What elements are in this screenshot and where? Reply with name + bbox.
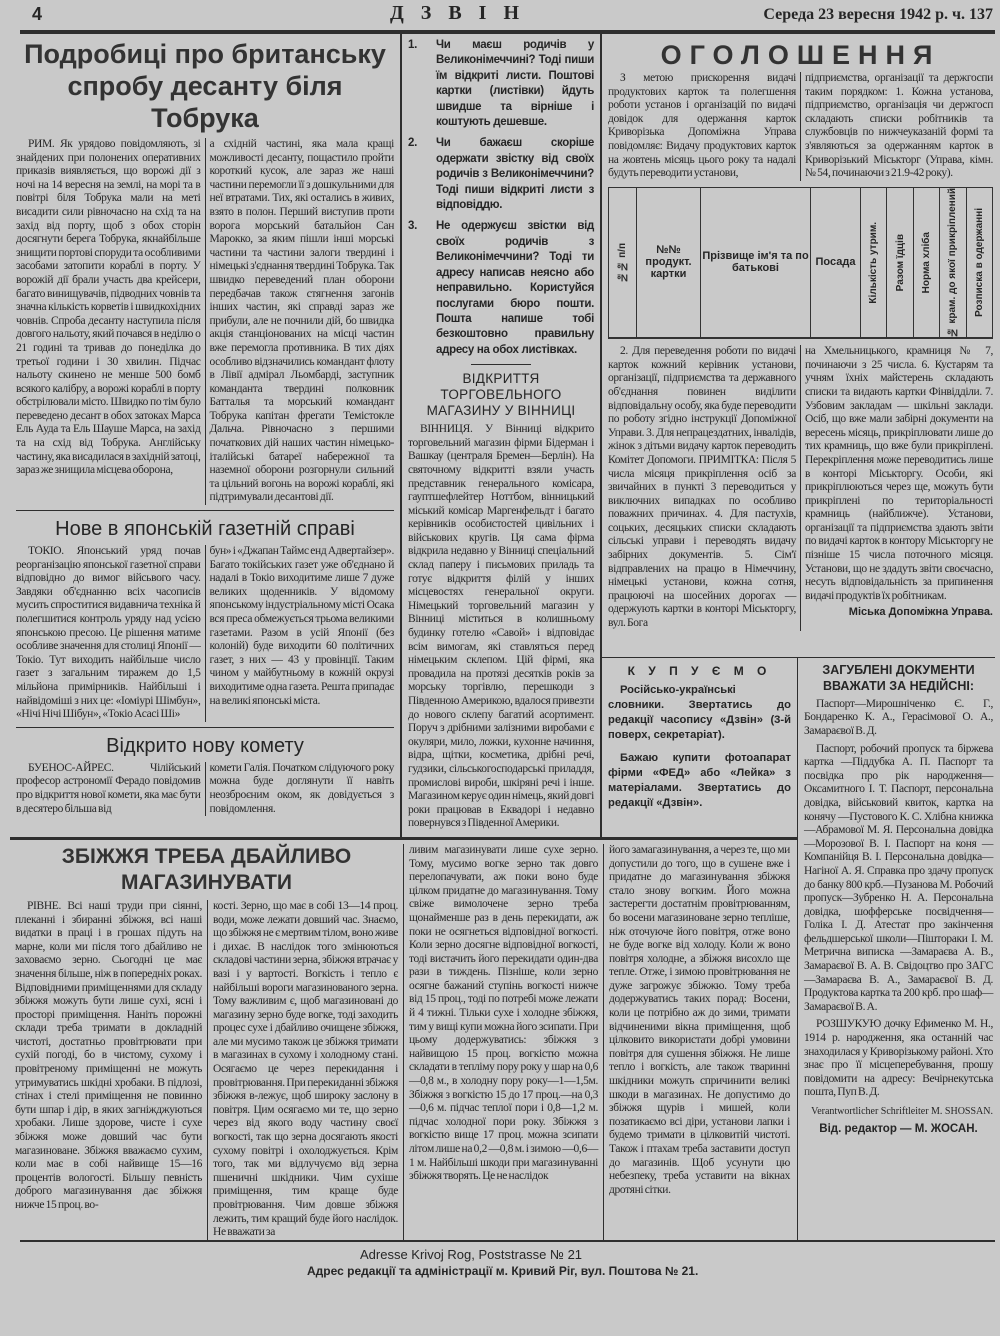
buying-ads [602,657,798,837]
announcement-col1: З метою прискорення видачі продуктових карток та полегшення роботи установ і організацій по видачі довідок для одержання карток Криворізька Допоміжна Управа повідомляє: Видачу продуктових карток на жовтень місяць цього року та надалі будуть переводити установи, [608,72,801,181]
grain-col4: його замагазинування, а через те, що ми допустили до того, що в сушене вже і придатне до магазинування збіжжя стало знову вогким. Його можна застерегти достатнім провітрюванням, бо восени магазиноване зерно тепліше, ніж оточуюче його повітря, отже воно не буде вогке від холоду. Коли ж воно повітря холодне, а збіжжя висохло ще тепле. Отже, і зимою провітрювання не дуже загрожує збіжжю. Тому треба додержуватись таких порад: Восени, коли це потрібно аж до зими, тримати відчиненими вікна приміщення, щоб цілковито використати добрі умовини повітря для сушення збіжжя. Не лише тепло і вогкість, але також тваринні шкідники можуть спричинити великі шкоди в магазинах. Не допустимо до збіжжя щурів і мишей, коли позатикаємо всі діри, установи лапки і будемо тримати в цілковитій чистоті. Також і птахам треба заставити доступ до магазинів. Щоб усунути цю небезпеку, треба уставити на вікнах дротяні сітки. [609,843,790,1196]
buying-ad-camera: Бажаю купити фотоапарат фірми «ФЕД» або «Лейка» з матеріалами. Звертатись до редакції «Дзвін». [608,751,791,809]
grain-article [10,837,798,1240]
japan-col2: бун» і «Джапан Таймс енд Адвертайзер». Багато токійських газет уже об'єднано й надалі в Токіо виходитиме лише 7 дуже великих щоденників. У відомому японському індустріальному місті Осака вся преса обмежується трьома великими газетами. Разом в усій Японії (без колоній) буде виходити 60 політичних газет, з них — 43 у провінції. Таким чином у майбутньому в кожній окрузі виходитиме одна газета. Решта припадає на великі японські міста. [209,545,394,707]
announcement-signature: Міська Допоміжна Управа. [848,606,993,619]
divider [471,364,531,365]
grain-col3: ливим магазинувати лише сухе зерно. Тому, мусимо вогке зерно так довго перелопачувати, аж поки воно буде цілком придатне до магазинування. Тому свіже вимолочене зерно треба щонайменше раз в день перекидати, аж поки не осягнеться відповідної вогкості. Коли зерно досягне відповідної вогкості, тоді вистачить його перекидати один-два рази в тиждень. Пізніше, коли зерно осягне бажаний ступінь вогкості нижче від 15 проц., тоді по потребі може лежати й 4 тижні. Тільки сухе і холодне збіжжя, тим у вищі купи можна його зсипати. При цьому додержуватись: збіжжя з найвищою 15 проц. вогкістю можна складати в тепліму пору року у шар на 0,6—0,8 м., в холодну пору року—1—1,5м. Збіжжя з вогкістю 15 до 17 проц.—на 0,3—0,6 м. підчас теплої пори і 0,8—1,2 м. підчас холодної пори року. Збіжжя з вогкістю вище 17 проц. можна зсипати літом лише на 0,2 —0,8 м. і зимою —0,6—1 м. Найбільші шкоди при магазинуванні збіжжя творять. Це не наслідок [404,844,604,1240]
tobruk-col1: РИМ. Як урядово повідомляють, зі знайдених при полонених оперативних приказів виявляється, що ворожі дії з ночі на 14 вересня на землі, на морі та в повітрі біля Тобрука мали на меті висадити сили рівночасно на схід та на захід від порту, щоб з обох сторін досягнути берега Тобрука, якнайбільше знищити портові споруди та особливими засобами затопити кораблі в порту. У ворожій дії брали участь два крейсери, багато винищувачів, підводних човнів та значна кількість корветів і швидкохідних човнів. Спроба десанту наступила після довгого нальоту, який почався в неділю о 21 годині та тривав до понеділка до третьої години і 30 хвилин. Підчас нальоту скинено не менше 500 бомб всякого калібру, а ворожі кораблі в порту обстрілювали місто. Швидко по тім було переведено десант в обох затоках Марса Ель Ауда та Ель Шауше Марса, на захід та на схід від Тобрука. Англійську частину, яка висадилася в західній затоці, зараз же знищила місцева оборона, [16,138,206,505]
comet-col2: комети Галія. Початком слідуючого року можна буде доглянути її навіть неозброєним оком, як довідується з повідомлення. [209,761,394,815]
mail-notice-list [408,38,594,358]
comet-col1: БУЕНОС-АЙРЕС. Чілійський професор астрономії Ферадо повідомив про відкриття нової комети, яка має бути в десятеро більша від [16,762,206,816]
vinnytsia-headline: ВІДКРИТТЯ ТОРГОВЕЛЬНОГО МАГАЗИНУ У ВІННИЦІ [426,371,576,419]
divider [16,727,394,728]
grain-col2: кості. Зерно, що має в собі 13—14 проц. води, може лежати довший час. Знаємо, що збіжжя не є мертвим тілом, воно живе і дихає. В наслідок того змінюються складові частини зерна, збіжжя втрачає у вазі і у вартості. Вогкість і тепло є найбільші вороги магазинованого зерна. Тому важливим є, щоб магазиновані до магазину зерно буде вогке, тоді заходить процес сухе і дбайливо очищене збіжжя, але ми мусимо також це збіжжя тримати в магазинах в сухому і холодному стані. Осягаємо це через перекидання і провітрювання. При перекиданні збіжжя збіжжя в-лежує, щоб широку заслону в повітря. Цим осягаємо ми те, що зерно через від якого воду частину своєї вогкості, так що зерна досягають якості сухому повітрі і охолоджується. Крім того, так ми відлучуємо від зерна пшеничні шкідники. Чим сухіше приміщення, тим краще буде провітрювання. Чим довше збіжжя лежить, тим кращий буде його наслідок. Не вважати за [208,900,404,1240]
page-number: 4 [32,4,43,24]
announcement [602,34,995,657]
vinnytsia-body: ВІННИЦЯ. У Вінниці відкрито торговельний магазин фірми Бідерман і Вашкау (централя Бремен—Берлін). На святочному відкритті взяли участь представник генерального комісара, гауптшефлейтер Ноттбом, вінницький міський комісар Маргенфельдт і багато керівників особистостей цивільних і військових кругів. Ця сама фірма відкрила недавно у Вінниці спеціальний склад паперу і письмових приладь та готує відкриття філій у інших місцевостях генеральної округи. Німецький торговельний магазин у Вінниці міститься в колишньому будинку готелю «Савой» і відповідає всім вимогам, які ставляться перед німецьким склепом. Цій фірмі, яка провадила на протязі десятків років за морську торгівлю, перешкоди з Південною Америкою, вдалося привезти до нового склепу багатий асортимент. Поруч з дрібними залізними виробами є окуляри, мило, ложки, кухонне начиння, відра, щітки, косметика, дрібні речі, гудзики, сільськогосподарські приладдя, промислові вироби, шкіряні речі і інше. Магазином керує один німець, який довгі роки працював в Еквадорі і недавно повернувся з Південної Америки. [408,423,594,830]
announcement-col4: на Хмельницького, крамниця № 7, починаючи з 25 числа. 6. Кустарям та учням їхніх майстерень складають списки та видають картки Фінвідділи. 7. Узбовим закладам — шкільні заклади. Осіб, що вже мали забірні документи на вересень місяць, прикріплювати лише до тих крамниць, що вже були прикріплені. Перекріплення може переводитись лише в конторі Міськторгу. Особи, які прикріплюються через ще, можуть бути прикріплені по територіальності крамниць (найближче). Установи, організації та підприємства здають звіти по видачі карток в контору Міськторгу не пізніше 15 числа поточного місяця. Установи, що не здадуть звіти своєчасно, несуть відповідальність за припинення видачі продуктів їх робітникам. [805,345,993,602]
japan-col1: ТОКІО. Японський уряд почав реорганізацію японської газетної справи відповідно до вимог війсьвого часу. Завдяки об'єднанню всіх часописів мусить спроститися видавнича техніка й полегшитися контроль уряду над усією японською пресою. Це рішення матиме особливе значення для столиці Японії — Токіо. Тут виходить найбільше число газет з загальним тиражем до 1,5 мільйона примірників. Найбільші і найвідоміші з них це: «Іоміурі Шімбун», «Нічі Нічі Шібун», «Токіо Асасі Ші» [16,545,206,722]
lost-documents [798,657,995,1240]
responsible-editor-german: Verantwortlicher Schriftleiter M. SHOSSAN. [811,1106,993,1117]
editor-signature: Від. редактор — М. ЖОСАН. [819,1123,978,1135]
announcement-col3: 2. Для переведення роботи по видачі карток кожний керівник установи, організації, підприємства та державного об'єднання повинен виділити відповідальну особу, яка буде переводити по роботу згідно інструкції Допоміжної Управи. 3. Для непрацездатних, інвалідів, жінок з дітьми видачу карток переводить Комітет Допомоги. ПРИМІТКА: Після 5 числа місяця прикріплення осіб за звичайних в пункті 3 переводиться у виключних випадках по особливо поважних причинах. 4. Для пастухів, соцьких, десяцьких списки складають сільські управи і переводять видачу забірних документів. 5. Сім'ї відправлених на працю в Німеччину, німецькі установи, кожна сотня, працюючі на шосейних дорогах — одержують картки в конторі Міськторгу, вул. Бога [608,345,801,630]
lost-documents-headline: ЗАГУБЛЕНІ ДОКУМЕНТИ ВВАЖАТИ ЗА НЕДІЙСНІ: [822,662,975,693]
notice-item: 1. Чи маєш родичів у Великонімеччині? Тоді пиши їм відкриті листи. Поштові картки (листівки) йдуть швидше та вірніше і коштують дешевше. [408,39,594,129]
buying-headline: К У П У Є М О [627,663,772,678]
notice-item: 3. Не одержуєш звістки від своїх родичів з Великонімеччини? Тоді ти адресу написав неясно або неправильно. Користуйся послугами бюро пошти. Пошта напише тобі безкоштовно правильну адресу на обох листівках. [408,220,594,356]
footer-address-ukrainian: Адрес редакції та адміністрації м. Кривий Ріг, вул. Поштова № 21. [307,1263,699,1278]
newspaper-title: Д З В І Н [390,2,525,24]
notice-item: 2. Чи бажаєш скоріше одержати звістку від своїх родичів з Великонімеччини? Тоді пиши відкриті листи з відповіддю. [408,137,594,212]
left-column [10,34,402,837]
announcement-col2: підприємства, організації та держгоспи таким порядком: 1. Кожна установа, підприємство, організація чи держгосп складають списки робітників та службовців по нижчеуказаній формі та з'являються за одержанням карток в Криворізький Міськторг (Управа, кімн. № 54, починаючи з 21.9-42 року). [805,72,993,180]
grain-col1: РІВНЕ. Всі наші труди при сіянні, плеканні і збиранні збіжжя, всі наші видатки в праці і в грошах підуть на марне, коли ми після того дбайливо не заховаємо зерно. Сьогодні це має значення більше, ніж в попередніх роках. Відповідними приміщеннями для складу збіжжя можуть бути лише сухі, ясні і просторі приміщення. Наніть порожні склади треба тримати в докладній чистоті, достатньо провітрювати при сухій погоді, бо в чистому, сухому і провітреному приміщенні не можуть утримуватись шкідні хробаки. В підлозі, стінах і стелі приміщення не повинно бути шпар і дір, в яких загніжджуються хробаки. Лише здорове, чисте і сухе збіжжя може довший час бути магазиноване. Збіжжя вважаємо сухим, коли має в собі найвище 15—16 процентів вологості. Більшу певність доброго магазинування дає збіжжя нижче 15 проц. во- [10,900,208,1240]
page-body [10,34,995,1240]
grain-headline: ЗБІЖЖЯ ТРЕБА ДБАЙЛИВО МАГАЗИНУВАТИ [61,844,352,894]
card-list-form-table: №№ п/п №№ продукт. картки Прізвище ім'я та по батькові Посада Кількість утрим. Разом їдців Норма хліба № крам. до якої прикріплений Розписка в одержанні [608,187,993,339]
japan-headline: Нове в японській газетній справі [55,518,355,541]
divider [16,510,394,511]
lost-documents-body: Паспорт—Мирошніченко Є. Г., Бондаренко К. А., Герасімової О. А., Замараєвої В. Д. Паспорт, робочий пропуск та біржева картка —Піддубка А. П. Паспорт та посвідка про рік народження—Оксамитного І. Т. Паспорт, персональна довідка, військовий квиток, картка на конячу —Пустового К. С. Хлібна книжка —Абрамової М. Я. Персональна довідка—Морозової В. І. Паспорт на коня —Компанійця В. І. Персональна довідка—Нагіної А. Я. Справка про здачу пропуск до банку 800 крб.—Пузанова М. Робочий пропуск—Зубренко Н. А. Персональна довідка, шофферське посвідчення—Голіка І. Д. Атестат про закінчення фельдшерської школи—Піштораки І. М. Метрична виписка —Замараєва А. В., Замараєвої В. А. В. Свідоцтво про ЗАГС —Замараєва В. А., Замараєвої В. Д. Продуктова картка та 200 крб. про шаф—Замараєвої В. А. РОЗШУКУЮ дочку Ефименко М. Н., 1914 р. народження, яка останній час знаходилася у Криворізькому районі. Хто знає про її місцеперебування, прошу повідомити на адресу: Вечірнекутська пошта, Пуп В. Д. [804,697,993,1099]
middle-column [402,34,602,837]
footer-address-german: Adresse Krivoj Rog, Poststrasse № 21 [360,1246,583,1262]
comet-headline: Відкрито нову комету [106,734,304,757]
issue-date: Середа 23 вересня 1942 р. ч. 137 [763,6,993,23]
masthead [20,0,995,34]
buying-ad-dictionaries: Російсько-українські словники. Звертатись до редакції часопису «Дзвін» (3-й поверх, секретаріат). [608,683,791,741]
announcement-headline: ОГОЛОШЕННЯ [660,40,941,70]
footer [20,1240,995,1285]
tobruk-headline: Подробиці про британську спробу десанту біля Тобрука [24,39,386,133]
tobruk-col2: а східній частині, яка мала кращі можливості десанту, пощастило пройти короткий кусок, але зараз же наші частини перемогли її з дошкульними для неї втратами. Тих, які остались в живих, взято в полон. Перший виступив проти ворога морський батальйон Сан Марокко, за яким пішли інші морські частини та частини залоги твердині і німецькі з'єднання твердині Тобрука. Так швидко переведений план оборони передбачав також стягнення загонів інших частин, які справді зараз же прибули, але не почнили дій, бо швидка акція станціонованих на місці частин вже перемогла противника. В тих діях особливо відзначились командант флоту в Лівії адмірал Льомбарді, заступник команданта твердині полковник Батталья та морський командант Тобрука капітан фрегати Темістокле Дальча. Рівночасно з першими початкових дій наших частин німецько-італійські батареї набережної та наземної оборони розгорнули сильний та цільний вогонь на ворожі кораблі, які підтримували десантові дії. [209,138,394,504]
